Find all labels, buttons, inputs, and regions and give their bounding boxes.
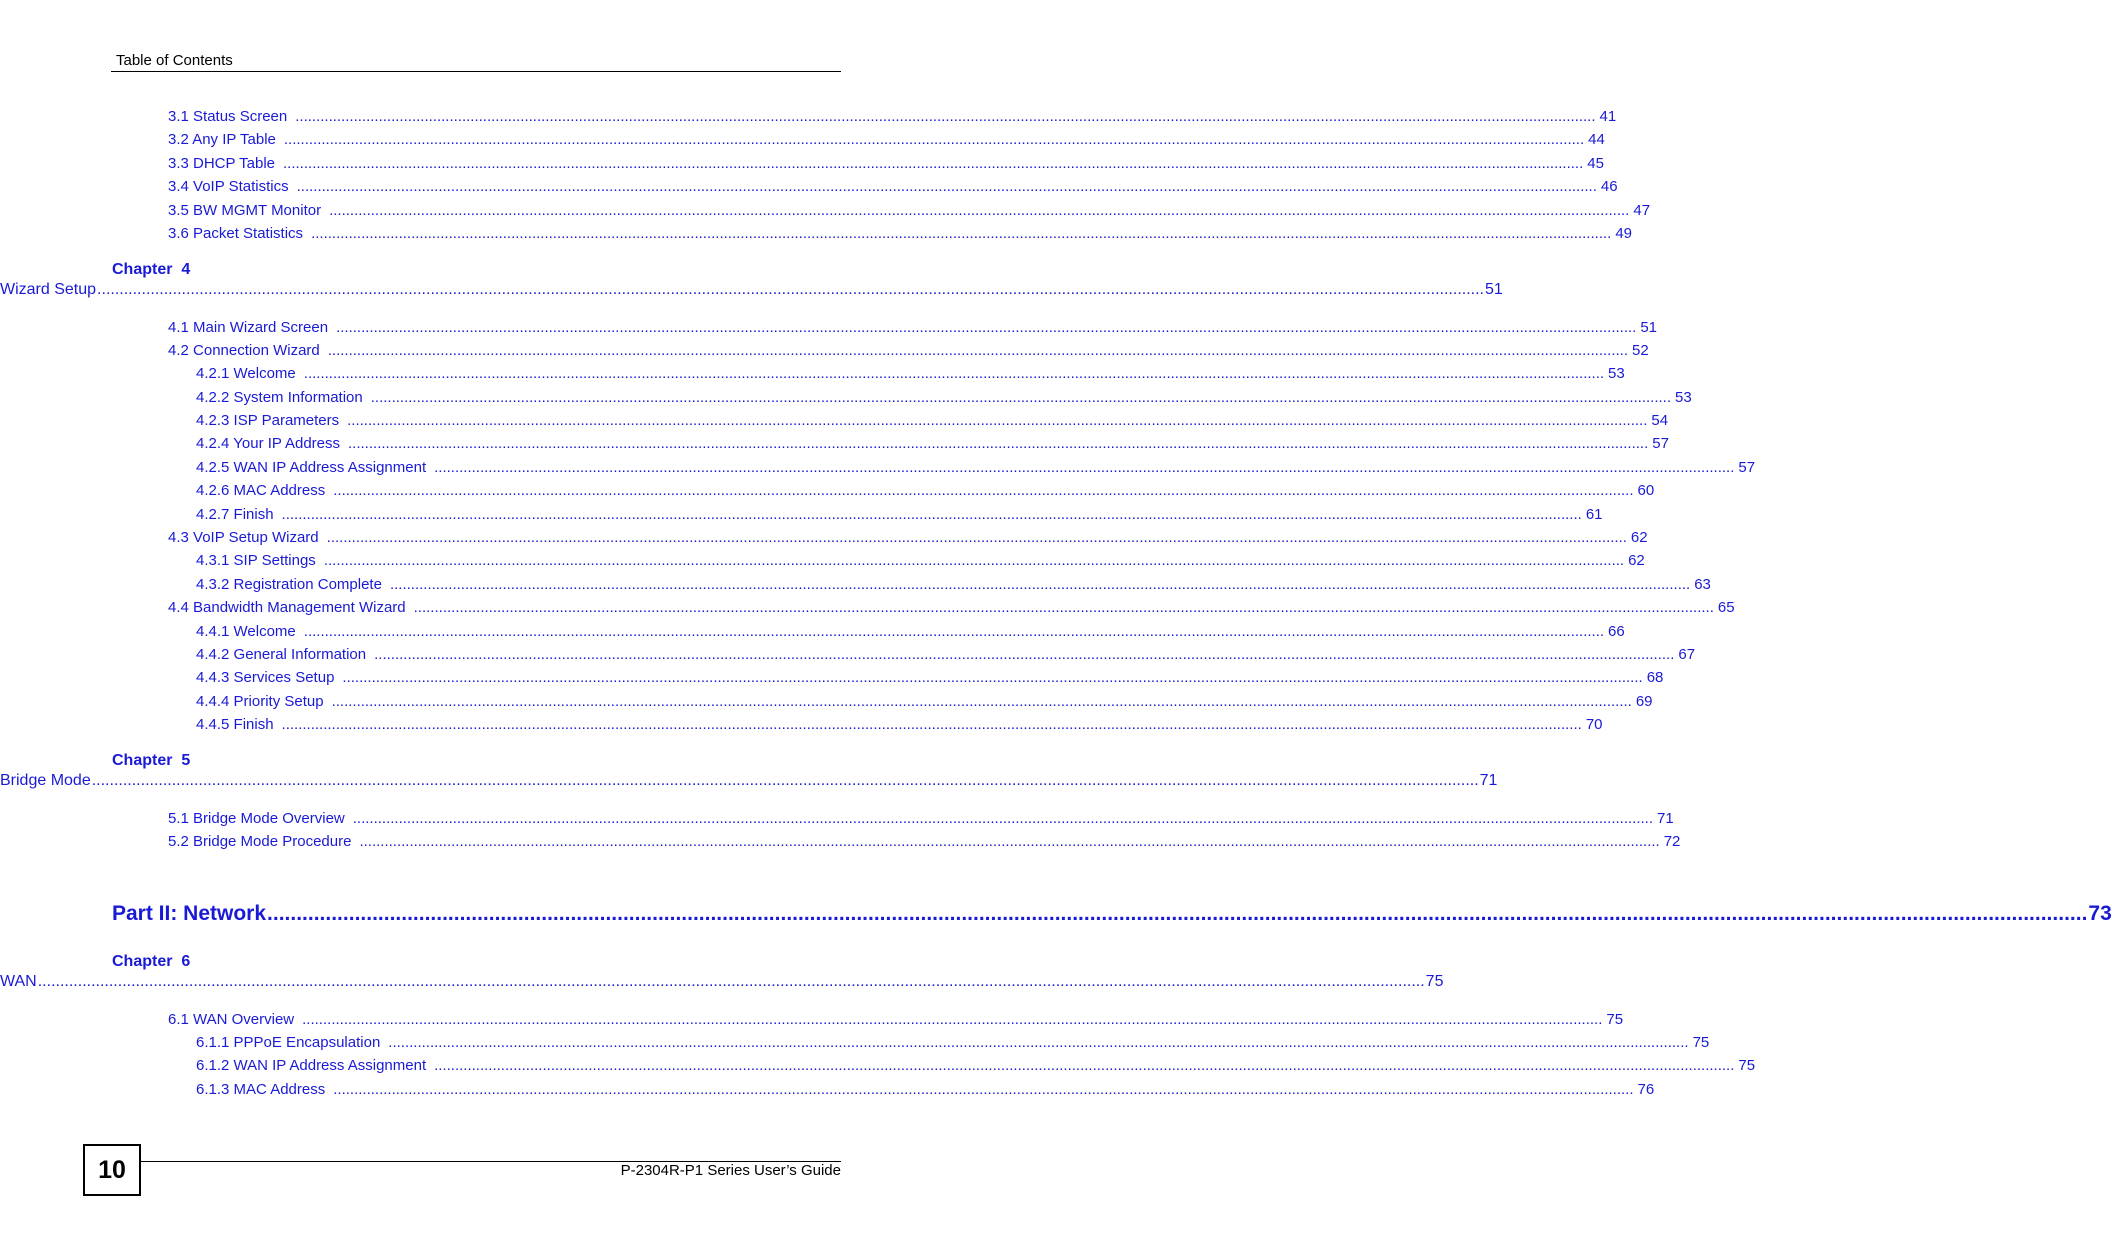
dot-leader [283, 155, 1583, 172]
toc-entry[interactable] [196, 365, 1625, 382]
toc-entry[interactable] [196, 1034, 1710, 1051]
toc-entry[interactable] [196, 576, 1711, 593]
footer-guide-title: P-2304R-P1 Series User’s Guide [620, 1162, 841, 1179]
toc-entry-title: Part II: Network [112, 902, 267, 925]
toc-entry-title: 4.4.3 Services Setup [196, 669, 335, 686]
toc-entry[interactable] [196, 1057, 1756, 1074]
toc-entry-title: WAN [0, 973, 37, 990]
toc-entry[interactable] [196, 669, 1664, 686]
toc-entry[interactable] [168, 155, 1604, 172]
toc-entry-page: 57 [1738, 459, 1756, 476]
toc-chapter-entry[interactable] [0, 973, 1443, 991]
dot-leader [304, 365, 1604, 382]
toc-entry-page: 57 [1652, 435, 1669, 452]
toc-entry[interactable] [196, 435, 1669, 452]
dot-leader [388, 1034, 1688, 1051]
toc-entry[interactable] [168, 599, 1735, 616]
toc-entry-page: 62 [1628, 552, 1645, 569]
toc-entry-title: Wizard Setup [0, 281, 97, 298]
toc-entry-title: 3.6 Packet Statistics [168, 225, 304, 242]
toc-entry-page: 45 [1587, 155, 1604, 172]
dot-leader [332, 693, 1632, 710]
dot-leader [336, 319, 1636, 336]
toc-entry-page: 63 [1694, 576, 1711, 593]
toc-entry-title: 3.5 BW MGMT Monitor [168, 202, 322, 219]
toc-entry[interactable] [168, 178, 1618, 195]
toc-entry-page: 68 [1646, 669, 1664, 686]
toc-entry-page: 65 [1717, 599, 1735, 616]
toc-entry-title: 6.1 WAN Overview [168, 1011, 295, 1028]
toc-entry-page: 47 [1633, 202, 1651, 219]
toc-entry-title: 6.1.2 WAN IP Address Assignment [196, 1057, 427, 1074]
toc-entry-title: 4.2.7 Finish [196, 506, 274, 523]
dot-leader [414, 599, 1714, 616]
toc-entry-page: 41 [1599, 108, 1617, 125]
toc-entry-page: 61 [1585, 506, 1603, 523]
dot-leader [390, 576, 1690, 593]
toc-entry[interactable] [168, 1011, 1624, 1028]
toc-entry-page: 46 [1600, 178, 1618, 195]
toc-entry-page: 49 [1615, 225, 1633, 242]
toc-entry-title: 3.2 Any IP Table [168, 131, 276, 148]
toc-entry[interactable] [168, 202, 1651, 219]
toc-entry[interactable] [168, 225, 1633, 242]
toc-entry[interactable] [196, 389, 1692, 406]
toc-entry-title: Bridge Mode [0, 772, 91, 789]
toc-entry-title: 3.4 VoIP Statistics [168, 178, 289, 195]
dot-leader [347, 412, 1647, 429]
toc-entry-page: 62 [1630, 529, 1648, 546]
toc-entry-title: 4.1 Main Wizard Screen [168, 319, 329, 336]
toc-entry-page: 76 [1637, 1081, 1655, 1098]
dot-leader [333, 482, 1633, 499]
toc-entry-title: 4.4 Bandwidth Management Wizard [168, 599, 406, 616]
toc-entry-title: 4.4.2 General Information [196, 646, 367, 663]
dot-leader [374, 646, 1674, 663]
page-number: 10 [83, 1144, 141, 1196]
toc-entry-title: 4.2.3 ISP Parameters [196, 412, 340, 429]
toc-entry-title: 4.4.5 Finish [196, 716, 274, 733]
toc-entry[interactable] [168, 810, 1674, 827]
toc-entry[interactable] [196, 623, 1625, 640]
chapter-number[interactable]: Chapter 4 [112, 261, 191, 278]
toc-entry-page: 70 [1585, 716, 1603, 733]
toc-entry-page: 53 [1675, 389, 1692, 406]
toc-entry[interactable] [196, 459, 1756, 476]
toc-entry-title: 4.3 VoIP Setup Wizard [168, 529, 319, 546]
toc-entry[interactable] [168, 131, 1605, 148]
toc-entry[interactable] [196, 482, 1655, 499]
toc-entry-page: 66 [1608, 623, 1625, 640]
toc-entry-title: 6.1.3 MAC Address [196, 1081, 326, 1098]
toc-entry[interactable] [196, 1081, 1655, 1098]
dot-leader [311, 225, 1611, 242]
toc-entry[interactable] [196, 412, 1669, 429]
toc-entry-title: 3.3 DHCP Table [168, 155, 276, 172]
toc-entry-page: 69 [1635, 693, 1653, 710]
toc-entry[interactable] [168, 319, 1658, 336]
toc-chapter-entry[interactable] [0, 281, 1503, 299]
toc-entry[interactable] [196, 716, 1603, 733]
toc-entry[interactable] [196, 693, 1653, 710]
dot-leader [97, 281, 1484, 299]
dot-leader [353, 810, 1653, 827]
toc-entry-title: 4.2.1 Welcome [196, 365, 296, 382]
toc-entry-page: 72 [1663, 833, 1681, 850]
toc-entry[interactable] [168, 342, 1649, 359]
toc-entry-page: 51 [1640, 319, 1658, 336]
toc-entry-title: 4.3.1 SIP Settings [196, 552, 316, 569]
toc-entry-title: 3.1 Status Screen [168, 108, 288, 125]
toc-entry[interactable] [196, 506, 1603, 523]
running-header-title: Table of Contents [116, 52, 233, 69]
dot-leader [38, 973, 1425, 991]
chapter-number[interactable]: Chapter 6 [112, 953, 191, 970]
dot-leader [295, 108, 1595, 125]
toc-part-entry[interactable] [112, 902, 2112, 926]
dot-leader [371, 389, 1671, 406]
toc-entry-title: 4.2.2 System Information [196, 389, 363, 406]
dot-leader [304, 623, 1604, 640]
toc-entry[interactable] [168, 529, 1648, 546]
toc-entry[interactable] [168, 833, 1681, 850]
toc-entry-page: 51 [1484, 281, 1503, 298]
toc-entry-title: 5.2 Bridge Mode Procedure [168, 833, 352, 850]
toc-entry-page: 67 [1678, 646, 1696, 663]
dot-leader [328, 342, 1628, 359]
dot-leader [282, 506, 1582, 523]
toc-entry-title: 4.4.1 Welcome [196, 623, 296, 640]
toc-entry-page: 75 [1425, 973, 1444, 990]
chapter-number[interactable]: Chapter 5 [112, 752, 191, 769]
toc-entry-page: 73 [2088, 902, 2112, 925]
dot-leader [329, 202, 1629, 219]
toc-entry-page: 52 [1632, 342, 1649, 359]
dot-leader [302, 1011, 1602, 1028]
dot-leader [282, 716, 1582, 733]
dot-leader [434, 1057, 1734, 1074]
toc-entry-page: 71 [1657, 810, 1674, 827]
dot-leader [92, 772, 1479, 790]
toc-entry-page: 75 [1606, 1011, 1624, 1028]
toc-entry[interactable] [168, 108, 1617, 125]
toc-chapter-entry[interactable] [0, 772, 1497, 790]
dot-leader [359, 833, 1659, 850]
toc-entry-title: 6.1.1 PPPoE Encapsulation [196, 1034, 381, 1051]
toc-entry[interactable] [196, 552, 1645, 569]
dot-leader [333, 1081, 1633, 1098]
dot-leader [267, 902, 2087, 926]
toc-entry-title: 4.2 Connection Wizard [168, 342, 320, 359]
toc-entry-page: 75 [1692, 1034, 1710, 1051]
dot-leader [284, 131, 1584, 148]
toc-entry-title: 4.2.5 WAN IP Address Assignment [196, 459, 427, 476]
toc-entry-page: 44 [1588, 131, 1605, 148]
toc-entry-title: 4.2.4 Your IP Address [196, 435, 341, 452]
toc-entry-page: 54 [1651, 412, 1669, 429]
dot-leader [324, 552, 1624, 569]
toc-entry-title: 4.3.2 Registration Complete [196, 576, 382, 593]
toc-entry-page: 53 [1608, 365, 1625, 382]
dot-leader [297, 178, 1597, 195]
dot-leader [327, 529, 1627, 546]
toc-entry-title: 4.2.6 MAC Address [196, 482, 326, 499]
dot-leader [434, 459, 1734, 476]
toc-entry[interactable] [196, 646, 1696, 663]
toc-entry-page: 75 [1738, 1057, 1756, 1074]
toc-entry-title: 4.4.4 Priority Setup [196, 693, 324, 710]
toc-entry-title: 5.1 Bridge Mode Overview [168, 810, 345, 827]
toc-entry-page: 60 [1637, 482, 1655, 499]
dot-leader [342, 669, 1642, 686]
toc-entry-page: 71 [1479, 772, 1498, 789]
dot-leader [348, 435, 1648, 452]
